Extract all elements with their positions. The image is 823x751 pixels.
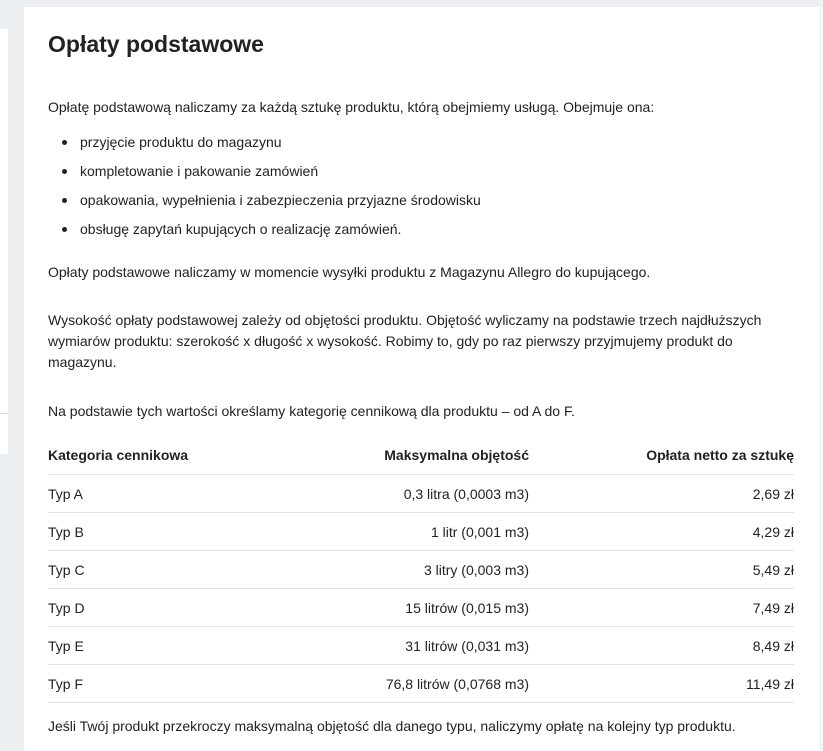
intro-paragraph: Opłatę podstawową naliczamy za każdą sztukę produktu, którą obejmiemy usługą. Obejmuje ona: (48, 99, 655, 115)
cell-max-volume: 3 litry (0,003 m3) (288, 551, 529, 589)
list-item (48, 158, 481, 187)
table-row (48, 627, 794, 665)
cell-fee: 11,49 zł (529, 665, 794, 703)
list-item (48, 187, 481, 216)
table-row (48, 665, 794, 703)
price-table (48, 436, 794, 703)
bullet-icon (62, 169, 67, 174)
cell-category: Typ C (48, 551, 288, 589)
category-info-paragraph: Na podstawie tych wartości określamy kategorię cennikową dla produktu – od A do F. (48, 403, 575, 419)
cell-category: Typ B (48, 513, 288, 551)
right-edge-strip (819, 0, 823, 751)
list-item-text: obsługę zapytań kupujących o realizację zamówień. (80, 221, 402, 237)
bullet-icon (62, 198, 67, 203)
bullet-icon (62, 227, 67, 232)
cell-max-volume: 76,8 litrów (0,0768 m3) (288, 665, 529, 703)
cell-category: Typ D (48, 589, 288, 627)
table-row (48, 475, 794, 513)
cell-max-volume: 0,3 litra (0,0003 m3) (288, 475, 529, 513)
cell-fee: 8,49 zł (529, 627, 794, 665)
list-item (48, 129, 481, 158)
table-header-row (48, 436, 794, 475)
bullet-icon (62, 140, 67, 145)
header-category: Kategoria cennikowa (48, 436, 288, 475)
cell-max-volume: 1 litr (0,001 m3) (288, 513, 529, 551)
left-sidebar-panel (0, 29, 8, 454)
cell-fee: 4,29 zł (529, 513, 794, 551)
page-title: Opłaty podstawowe (48, 31, 264, 57)
footer-note-paragraph: Jeśli Twój produkt przekroczy maksymalną objętość dla danego typu, naliczymy opłatę na kolejny typ produktu. (48, 718, 736, 734)
sidebar-divider (0, 413, 8, 414)
header-fee: Opłata netto za sztukę (529, 436, 794, 475)
cell-fee: 5,49 zł (529, 551, 794, 589)
table-row (48, 589, 794, 627)
cell-max-volume: 31 litrów (0,031 m3) (288, 627, 529, 665)
list-item-text: kompletowanie i pakowanie zamówień (80, 163, 319, 179)
list-item-text: opakowania, wypełnienia i zabezpieczenia przyjazne środowisku (80, 192, 481, 208)
header-max-volume: Maksymalna objętość (288, 436, 529, 475)
cell-category: Typ E (48, 627, 288, 665)
cell-max-volume: 15 litrów (0,015 m3) (288, 589, 529, 627)
cell-category: Typ F (48, 665, 288, 703)
content-card (24, 7, 819, 751)
charge-moment-paragraph: Opłaty podstawowe naliczamy w momencie wysyłki produktu z Magazynu Allegro do kupującego. (48, 264, 651, 280)
cell-category: Typ A (48, 475, 288, 513)
list-item-text: przyjęcie produktu do magazynu (80, 134, 282, 150)
cell-fee: 2,69 zł (529, 475, 794, 513)
volume-info-paragraph: Wysokość opłaty podstawowej zależy od objętości produktu. Objętość wyliczamy na podstawie trzech najdłuższych wymiarów produktu: szerokość x długość x wysokość. Robimy to, gdy po raz pierwszy przyjmujemy produkt do magazynu. (48, 312, 762, 370)
table-row (48, 513, 794, 551)
included-services-list (48, 129, 481, 245)
table-row (48, 551, 794, 589)
cell-fee: 7,49 zł (529, 589, 794, 627)
list-item (48, 216, 481, 245)
